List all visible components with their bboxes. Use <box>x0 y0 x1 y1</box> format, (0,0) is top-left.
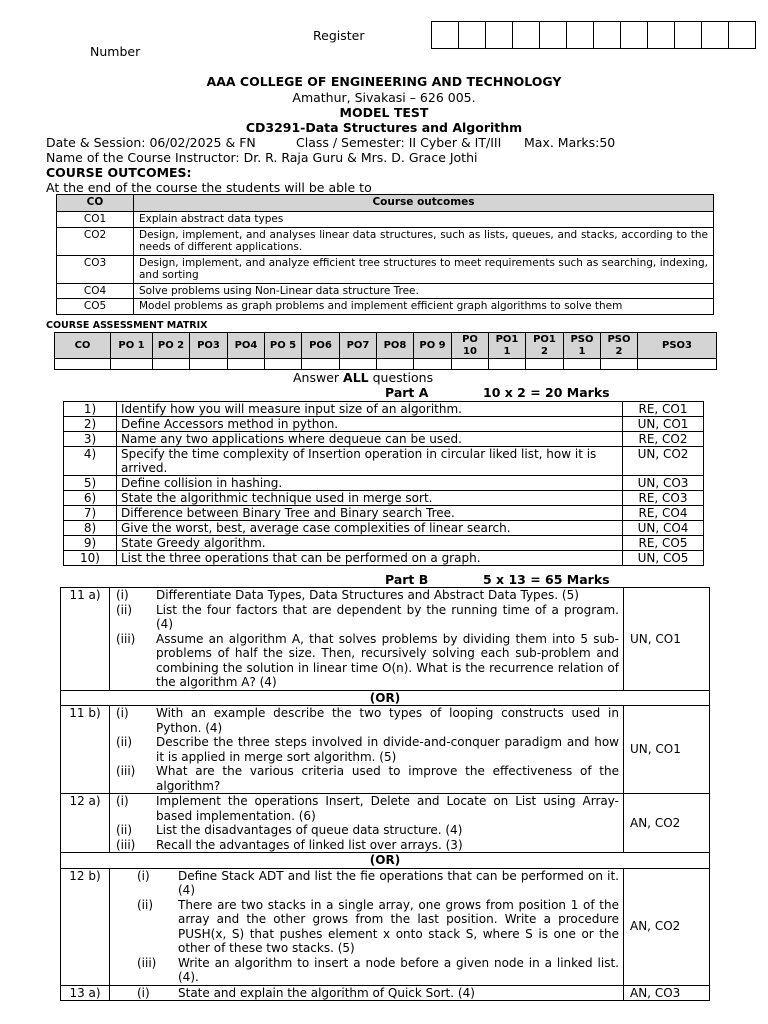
matrix-cell <box>526 359 564 370</box>
column-header: PO 9 <box>414 333 452 359</box>
question-text: State the algorithmic technique used in merge sort. <box>117 491 623 506</box>
table-row <box>64 447 704 476</box>
question-text: Difference between Binary Tree and Binary search Tree. <box>117 506 623 521</box>
question-number: 7) <box>64 506 117 521</box>
sub-question <box>110 632 623 690</box>
answer-all: ALL <box>343 370 369 385</box>
question-mapping: RE, CO2 <box>623 432 704 447</box>
question-body <box>110 588 624 691</box>
question-mapping: UN, CO3 <box>623 476 704 491</box>
part-b-table <box>60 587 710 1001</box>
question-text: Define collision in hashing. <box>117 476 623 491</box>
or-separator: (OR) <box>61 853 710 869</box>
sub-question-numeral: (ii) <box>116 735 133 749</box>
sub-question <box>110 956 623 985</box>
question-number: 5) <box>64 476 117 491</box>
sub-question-numeral: (iii) <box>116 837 136 852</box>
question-text: State Greedy algorithm. <box>117 536 623 551</box>
co-description: Model problems as graph problems and implement efficient graph algorithms to solve them <box>134 299 714 315</box>
sub-question-text: Describe the three steps involved in divide-and-conquer paradigm and how it is applied in merge sort algorithm. (5) <box>156 735 619 764</box>
sub-question-numeral: (i) <box>116 706 129 720</box>
matrix-cell <box>265 359 302 370</box>
question-number: 12 a) <box>61 794 110 853</box>
question-mapping: UN, CO1 <box>623 417 704 432</box>
matrix-cell <box>414 359 452 370</box>
or-separator: (OR) <box>61 690 710 706</box>
table-row <box>64 551 704 566</box>
question-number: 9) <box>64 536 117 551</box>
question-number: 4) <box>64 447 117 476</box>
matrix-cell <box>228 359 265 370</box>
question-mapping: UN, CO4 <box>623 521 704 536</box>
table-row <box>57 212 714 228</box>
co-description: Explain abstract data types <box>134 212 714 228</box>
question-body <box>110 985 624 1001</box>
sub-question-numeral: (iii) <box>137 955 157 970</box>
question-text: Specify the time complexity of Insertion operation in circular liked list, how it is arrived. <box>117 447 623 476</box>
matrix-cell <box>55 359 111 370</box>
matrix-cell <box>564 359 601 370</box>
column-header: PO 10 <box>452 333 489 359</box>
co-description: Design, implement, and analyze efficient tree structures to meet requirements such as searching, indexing, and sorting <box>134 255 714 283</box>
question-mapping: UN, CO2 <box>623 447 704 476</box>
assessment-matrix-title: COURSE ASSESSMENT MATRIX <box>46 320 208 331</box>
sub-question-numeral: (iii) <box>116 631 136 646</box>
test-title: MODEL TEST <box>339 105 429 120</box>
question-text: List the three operations that can be performed on a graph. <box>117 551 623 566</box>
college-name: AAA COLLEGE OF ENGINEERING AND TECHNOLOGY <box>206 74 562 89</box>
column-header: PO7 <box>340 333 377 359</box>
matrix-cell <box>377 359 414 370</box>
question-number: 13 a) <box>61 985 110 1001</box>
question-number: 6) <box>64 491 117 506</box>
register-digit-box <box>567 21 594 49</box>
answer-instruction <box>293 370 433 385</box>
question-mapping: AN, CO2 <box>624 868 710 985</box>
column-header: PO 2 <box>153 333 190 359</box>
question-number: 11 a) <box>61 588 110 691</box>
question-mapping: AN, CO2 <box>624 794 710 853</box>
register-digit-box <box>513 21 540 49</box>
question-number: 2) <box>64 417 117 432</box>
register-digit-box <box>729 21 756 49</box>
table-row <box>57 283 714 299</box>
sub-question-text: List the disadvantages of queue data structure. (4) <box>156 823 463 837</box>
sub-question-text: Implement the operations Insert, Delete and Locate on List using Array-based implementation. (6) <box>156 794 619 823</box>
register-digit-box <box>675 21 702 49</box>
date-session: Date & Session: 06/02/2025 & FN <box>46 135 256 150</box>
college-address: Amathur, Sivakasi – 626 005. <box>292 90 476 105</box>
question-text: Name any two applications where dequeue can be used. <box>117 432 623 447</box>
register-digit-box <box>648 21 675 49</box>
question-number: 3) <box>64 432 117 447</box>
column-header: PO6 <box>302 333 340 359</box>
matrix-cell <box>153 359 190 370</box>
part-a-marks: 10 x 2 = 20 Marks <box>483 385 610 400</box>
course-instructor: Name of the Course Instructor: Dr. R. Raja Guru & Mrs. D. Grace Jothi <box>46 150 478 165</box>
assessment-matrix-table <box>54 332 717 370</box>
column-header: PO1 1 <box>489 333 526 359</box>
sub-question <box>110 764 623 793</box>
sub-question-numeral: (ii) <box>137 897 154 912</box>
sub-question-text: State and explain the algorithm of Quick Sort. (4) <box>178 985 475 1000</box>
question-mapping: RE, CO3 <box>623 491 704 506</box>
sub-question <box>110 869 623 898</box>
co-code: CO4 <box>57 283 134 299</box>
matrix-cell <box>452 359 489 370</box>
class-semester: Class / Semester: II Cyber & IT/III <box>296 135 502 150</box>
column-header: PO1 2 <box>526 333 564 359</box>
sub-question <box>110 838 623 853</box>
sub-question <box>110 588 623 603</box>
co-code: CO5 <box>57 299 134 315</box>
matrix-cell <box>601 359 638 370</box>
table-row <box>64 491 704 506</box>
question-mapping: UN, CO5 <box>623 551 704 566</box>
question-mapping: RE, CO4 <box>623 506 704 521</box>
sub-question <box>110 603 623 632</box>
question-body <box>110 794 624 853</box>
or-row <box>61 690 710 706</box>
sub-question-numeral: (i) <box>116 588 129 602</box>
sub-question-numeral: (i) <box>116 794 129 808</box>
table-row <box>64 506 704 521</box>
question-number: 10) <box>64 551 117 566</box>
question-mapping: UN, CO1 <box>624 706 710 794</box>
register-digit-box <box>702 21 729 49</box>
sub-question-text: Recall the advantages of linked list over arrays. (3) <box>156 837 463 852</box>
register-digit-box <box>594 21 621 49</box>
sub-question-text: With an example describe the two types of looping constructs used in Python. (4) <box>156 706 619 735</box>
max-marks: Max. Marks:50 <box>524 135 616 150</box>
column-header: PO 5 <box>265 333 302 359</box>
question-mapping: UN, CO1 <box>624 588 710 691</box>
sub-question <box>110 898 623 956</box>
register-label: Register <box>313 28 365 43</box>
column-header: CO <box>55 333 111 359</box>
sub-question-numeral: (i) <box>137 985 150 1000</box>
sub-question-text: Define Stack ADT and list the fie operations that can be performed on it. (4) <box>178 868 619 897</box>
question-number: 11 b) <box>61 706 110 794</box>
sub-question-text: Differentiate Data Types, Data Structures and Abstract Data Types. (5) <box>156 588 579 602</box>
column-header: PO8 <box>377 333 414 359</box>
register-digit-box <box>621 21 648 49</box>
table-row <box>64 521 704 536</box>
register-digit-box <box>432 21 459 49</box>
table-row <box>57 255 714 283</box>
table-row <box>61 794 710 853</box>
sub-question-numeral: (i) <box>137 868 150 883</box>
question-number: 1) <box>64 402 117 417</box>
question-number: 12 b) <box>61 868 110 985</box>
sub-question-text: What are the various criteria used to improve the effectiveness of the algorithm? <box>156 764 619 793</box>
or-row <box>61 853 710 869</box>
co-code: CO1 <box>57 212 134 228</box>
table-header-row <box>57 195 714 212</box>
question-body <box>110 706 624 794</box>
part-b-title: Part B <box>385 572 429 587</box>
course-outcomes-heading: COURSE OUTCOMES: <box>46 165 192 180</box>
question-text: Give the worst, best, average case complexities of linear search. <box>117 521 623 536</box>
answer-suffix: questions <box>368 370 434 385</box>
question-mapping: RE, CO5 <box>623 536 704 551</box>
number-label: Number <box>90 44 141 59</box>
part-a-table <box>63 401 704 566</box>
table-row <box>61 588 710 691</box>
co-description: Solve problems using Non-Linear data structure Tree. <box>134 283 714 299</box>
question-body <box>110 868 624 985</box>
sub-question <box>110 986 623 1001</box>
table-row <box>57 227 714 255</box>
sub-question-text: List the four factors that are dependent by the running time of a program. (4) <box>156 602 619 631</box>
matrix-cell <box>489 359 526 370</box>
column-header: PSO 2 <box>601 333 638 359</box>
table-row <box>64 402 704 417</box>
table-row <box>64 432 704 447</box>
sub-question <box>110 823 623 838</box>
sub-question-text: Assume an algorithm A, that solves problems by dividing them into 5 sub-problems of half the size. Then, recursively solving each sub-problem and combining the solution in linear time O(n). What is the recurrence relation of the algorithm A? (4) <box>156 631 619 689</box>
column-header: PSO 1 <box>564 333 601 359</box>
question-text: Define Accessors method in python. <box>117 417 623 432</box>
table-row <box>57 299 714 315</box>
question-mapping: RE, CO1 <box>623 402 704 417</box>
column-header: PO3 <box>190 333 228 359</box>
part-b-marks: 5 x 13 = 65 Marks <box>483 572 610 587</box>
answer-prefix: Answer <box>293 370 344 385</box>
sub-question <box>110 794 623 823</box>
table-row <box>61 868 710 985</box>
column-header: PSO3 <box>638 333 717 359</box>
matrix-cell <box>340 359 377 370</box>
table-row <box>61 985 710 1001</box>
sub-question <box>110 706 623 735</box>
matrix-cell <box>302 359 340 370</box>
table-row <box>64 476 704 491</box>
table-row <box>55 359 717 370</box>
matrix-cell <box>638 359 717 370</box>
matrix-cell <box>111 359 153 370</box>
part-a-title: Part A <box>385 385 429 400</box>
register-digit-box <box>486 21 513 49</box>
sub-question-text: There are two stacks in a single array, one grows from position 1 of the array and the other grows from the last position. Write a procedure PUSH(x, S) that pushes element x onto stack S, where S is one or the other of these two stacks. (5) <box>178 897 619 955</box>
sub-question-numeral: (ii) <box>116 602 133 617</box>
course-outcomes-intro: At the end of the course the students will be able to <box>46 180 372 195</box>
matrix-cell <box>190 359 228 370</box>
co-code: CO2 <box>57 227 134 255</box>
question-number: 8) <box>64 521 117 536</box>
course-outcomes-table <box>56 194 714 315</box>
question-mapping: AN, CO3 <box>624 985 710 1001</box>
sub-question-numeral: (iii) <box>116 764 136 778</box>
co-code: CO3 <box>57 255 134 283</box>
table-row <box>64 536 704 551</box>
sub-question-numeral: (ii) <box>116 823 133 837</box>
sub-question <box>110 735 623 764</box>
column-header: Course outcomes <box>134 195 714 212</box>
co-description: Design, implement, and analyses linear data structures, such as lists, queues, and stacks, according to the needs of different applications. <box>134 227 714 255</box>
column-header: PO4 <box>228 333 265 359</box>
table-header-row <box>55 333 717 359</box>
column-header: CO <box>57 195 134 212</box>
column-header: PO 1 <box>111 333 153 359</box>
table-row <box>61 706 710 794</box>
register-digit-box <box>540 21 567 49</box>
question-text: Identify how you will measure input size of an algorithm. <box>117 402 623 417</box>
register-digit-box <box>459 21 486 49</box>
register-number-boxes <box>431 21 756 49</box>
table-row <box>64 417 704 432</box>
subject-title: CD3291-Data Structures and Algorithm <box>245 120 523 135</box>
sub-question-text: Write an algorithm to insert a node before a given node in a linked list. (4). <box>178 955 619 984</box>
